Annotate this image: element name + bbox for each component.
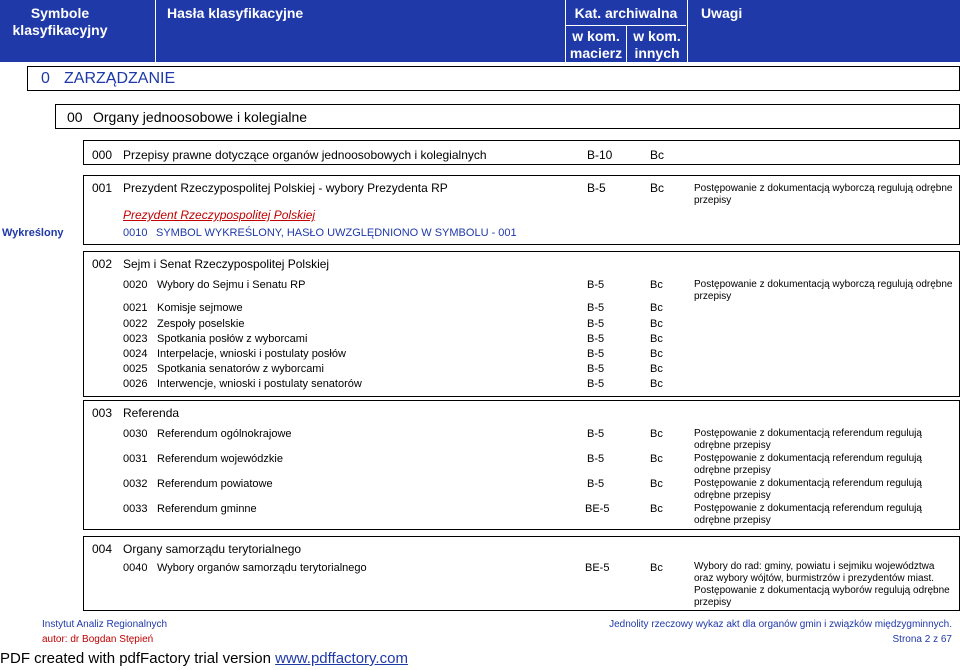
row-0026-cat2: Bc <box>650 378 663 390</box>
row-001-cat2: Bc <box>650 181 665 195</box>
row-0032-code: 0032 <box>123 478 148 490</box>
section-00-code: 00 <box>67 109 83 125</box>
row-0032-note: Postępowanie z dokumentacją referendum regulują odrębne przepisy <box>694 478 922 501</box>
row-0033-cat2: Bc <box>650 503 663 515</box>
row-0040-code: 0040 <box>123 562 148 574</box>
row-000-title: Przepisy prawne dotyczące organów jednoosobowych i kolegialnych <box>123 148 487 162</box>
row-0032-cat: B-5 <box>587 478 605 490</box>
row-004-code: 004 <box>92 542 113 556</box>
row-0025-cat2: Bc <box>650 363 663 375</box>
row-0030-cat: B-5 <box>587 428 605 440</box>
row-0021-cat2: Bc <box>650 302 663 314</box>
row-0024-cat: B-5 <box>587 348 605 360</box>
header-cat-own: w kom. macierz <box>569 28 623 61</box>
row-0033-cat: BE-5 <box>585 503 610 515</box>
row-0023-code: 0023 <box>123 333 148 345</box>
row-0033-title: Referendum gminne <box>157 503 257 515</box>
row-0033-code: 0033 <box>123 503 148 515</box>
row-0026-cat: B-5 <box>587 378 605 390</box>
row-002-title: Sejm i Senat Rzeczypospolitej Polskiej <box>123 257 330 271</box>
row-0033-note: Postępowanie z dokumentacją referendum regulują odrębne przepisy <box>694 503 922 526</box>
row-0024-code: 0024 <box>123 348 148 360</box>
row-0020-cat: B-5 <box>587 279 605 291</box>
row-0040-cat2: Bc <box>650 562 663 574</box>
row-0025-title: Spotkania senatorów z wyborcami <box>157 363 324 375</box>
row-0021-cat: B-5 <box>587 302 605 314</box>
row-0025-code: 0025 <box>123 363 148 375</box>
row-0021-title: Komisje sejmowe <box>157 302 243 314</box>
footer-page-number: Strona 2 z 67 <box>892 634 952 645</box>
section-0-code: 0 <box>41 70 50 87</box>
row-0020-note: Postępowanie z dokumentacją wyborczą regulują odrębne przepisy <box>694 279 953 302</box>
row-0020-code: 0020 <box>123 279 148 291</box>
row-0022-code: 0022 <box>123 318 148 330</box>
header-cat-other: w kom. innych <box>633 28 681 61</box>
row-0023-cat: B-5 <box>587 333 605 345</box>
footer-doc-title: Jednolity rzeczowy wykaz akt dla organów gmin i związków międzygminnych. <box>609 619 952 630</box>
row-0020-title: Wybory do Sejmu i Senatu RP <box>157 279 306 291</box>
row-0022-cat2: Bc <box>650 318 663 330</box>
row-0024-cat2: Bc <box>650 348 663 360</box>
row-0020-cat2: Bc <box>650 279 663 291</box>
footer-institute: Instytut Analiz Regionalnych <box>42 619 168 630</box>
row-0021-code: 0021 <box>123 302 148 314</box>
wykreslony-text: SYMBOL WYKREŚLONY, HASŁO UWZGLĘDNIONO W SYMBOLU - 001 <box>156 227 517 239</box>
wykreslony-code: 0010 <box>123 227 148 239</box>
row-0031-title: Referendum wojewódzkie <box>157 453 283 465</box>
row-000-cat: B-10 <box>587 148 613 162</box>
row-001-cat: B-5 <box>587 181 606 195</box>
header-archive-category: Kat. archiwalna <box>574 5 678 21</box>
row-003-code: 003 <box>92 406 113 420</box>
row-0022-title: Zespoły poselskie <box>157 318 245 330</box>
row-0031-note: Postępowanie z dokumentacją referendum regulują odrębne przepisy <box>694 453 922 476</box>
row-000-code: 000 <box>92 148 113 162</box>
footer-author: autor: dr Bogdan Stępień <box>42 634 154 645</box>
row-0022-cat: B-5 <box>587 318 605 330</box>
row-0032-title: Referendum powiatowe <box>157 478 273 490</box>
row-0031-code: 0031 <box>123 453 148 465</box>
pdffactory-link[interactable]: www.pdffactory.com <box>275 650 408 667</box>
row-0030-cat2: Bc <box>650 428 663 440</box>
section-00-title: Organy jednoosobowe i kolegialne <box>93 109 308 125</box>
row-0032-cat2: Bc <box>650 478 663 490</box>
pdf-footer-text: PDF created with pdfFactory trial version <box>0 650 276 667</box>
row-0024-title: Interpelacje, wnioski i postulaty posłów <box>157 348 346 360</box>
row-0040-cat: BE-5 <box>585 562 610 574</box>
row-0023-cat2: Bc <box>650 333 663 345</box>
row-0030-note: Postępowanie z dokumentacją referendum regulują odrębne przepisy <box>694 428 922 451</box>
row-0031-cat: B-5 <box>587 453 605 465</box>
row-001-note: Postępowanie z dokumentacją wyborczą regulują odrębne przepisy <box>694 183 953 206</box>
row-0040-note: Wybory do rad: gminy, powiatu i sejmiku województwa oraz wybory wójtów, burmistrzów i prezydentów miast. Postępowanie z dokumentacją wyborów regulują odrębne przepisy <box>694 561 950 608</box>
row-001-title: Prezydent Rzeczypospolitej Polskiej - wybory Prezydenta RP <box>123 181 448 195</box>
row-003-title: Referenda <box>123 406 180 420</box>
row-001-code: 001 <box>92 181 113 195</box>
row-002-code: 002 <box>92 257 113 271</box>
row-001-struck-title: Prezydent Rzeczypospolitej Polskiej <box>123 208 316 222</box>
row-0031-cat2: Bc <box>650 453 663 465</box>
row-004-title: Organy samorządu terytorialnego <box>123 542 302 556</box>
section-0-title: ZARZĄDZANIE <box>64 70 176 87</box>
row-0023-title: Spotkania posłów z wyborcami <box>157 333 308 345</box>
row-000-cat2: Bc <box>650 148 665 162</box>
wykreslony-label: Wykreślony <box>2 227 64 239</box>
row-0040-title: Wybory organów samorządu terytorialnego <box>157 562 367 574</box>
table-header <box>0 0 960 62</box>
row-0030-title: Referendum ogólnokrajowe <box>157 428 292 440</box>
header-notes: Uwagi <box>701 5 743 21</box>
header-headings: Hasła klasyfikacyjne <box>167 5 304 21</box>
row-0026-title: Interwencje, wnioski i postulaty senatorów <box>157 378 362 390</box>
row-0030-code: 0030 <box>123 428 148 440</box>
row-0026-code: 0026 <box>123 378 148 390</box>
pdf-footer <box>0 650 408 667</box>
header-symbols: Symbole klasyfikacyjny <box>12 5 108 38</box>
row-0025-cat: B-5 <box>587 363 605 375</box>
